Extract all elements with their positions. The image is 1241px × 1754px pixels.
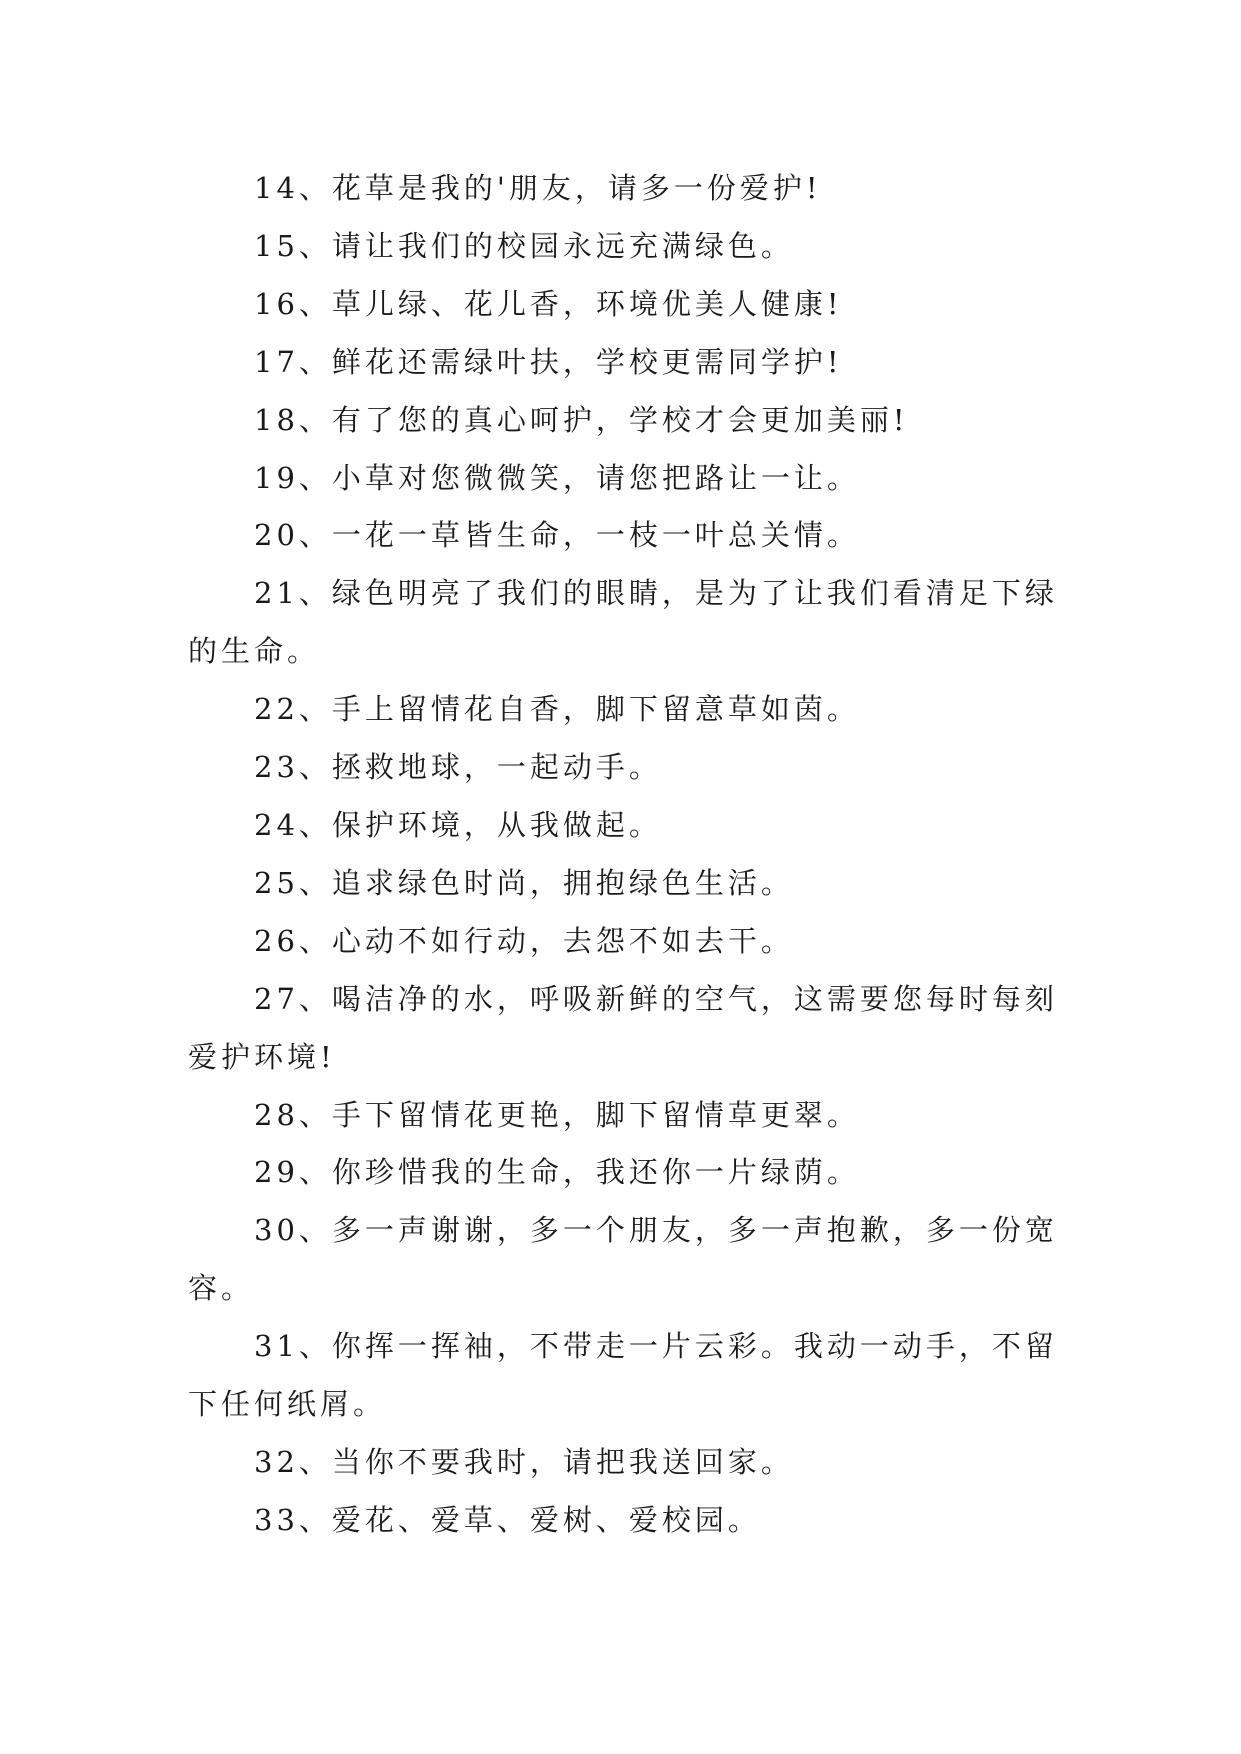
- slogan-paragraph: 31、你挥一挥袖，不带走一片云彩。我动一动手，不留下任何纸屑。: [188, 1329, 1058, 1422]
- slogan-paragraph: 23、拯救地球，一起动手。: [254, 750, 662, 785]
- slogan-paragraph: 25、追求绿色时尚，拥抱绿色生活。: [254, 865, 794, 900]
- slogan-paragraph: 28、手下留情花更艳，脚下留情草更翠。: [254, 1097, 860, 1132]
- slogan-paragraph: 14、花草是我的'朋友，请多一份爱护!: [254, 171, 822, 205]
- slogan-paragraph: 16、草儿绿、花儿香，环境优美人健康!: [254, 286, 843, 321]
- slogan-paragraph: 22、手上留情花自香，脚下留意草如茵。: [254, 692, 860, 727]
- slogan-paragraph: 32、当你不要我时，请把我送回家。: [254, 1444, 794, 1479]
- slogan-paragraph: 17、鲜花还需绿叶扶，学校更需同学护!: [254, 344, 843, 379]
- slogan-paragraph: 18、有了您的真心呵护，学校才会更加美丽!: [254, 402, 909, 437]
- slogan-paragraph: 20、一花一草皆生命，一枝一叶总关情。: [254, 518, 860, 553]
- slogan-paragraph: 29、你珍惜我的生命，我还你一片绿荫。: [254, 1155, 860, 1190]
- slogan-paragraph: 15、请让我们的校园永远充满绿色。: [254, 228, 794, 263]
- slogan-paragraph: 26、心动不如行动，去怨不如去干。: [254, 923, 794, 958]
- slogan-paragraph: 24、保护环境，从我做起。: [254, 807, 662, 842]
- document-body: [188, 160, 1058, 1550]
- slogan-paragraph: 27、喝洁净的水，呼吸新鲜的空气，这需要您每时每刻爱护环境!: [188, 981, 1058, 1074]
- slogan-paragraph: 30、多一声谢谢，多一个朋友，多一声抱歉，多一份宽容。: [188, 1213, 1058, 1306]
- slogan-paragraph: 33、爱花、爱草、爱树、爱校园。: [254, 1502, 761, 1537]
- slogan-paragraph: 19、小草对您微微笑，请您把路让一让。: [254, 460, 860, 495]
- slogan-paragraph: 21、绿色明亮了我们的眼睛，是为了让我们看清足下绿的生命。: [188, 576, 1058, 669]
